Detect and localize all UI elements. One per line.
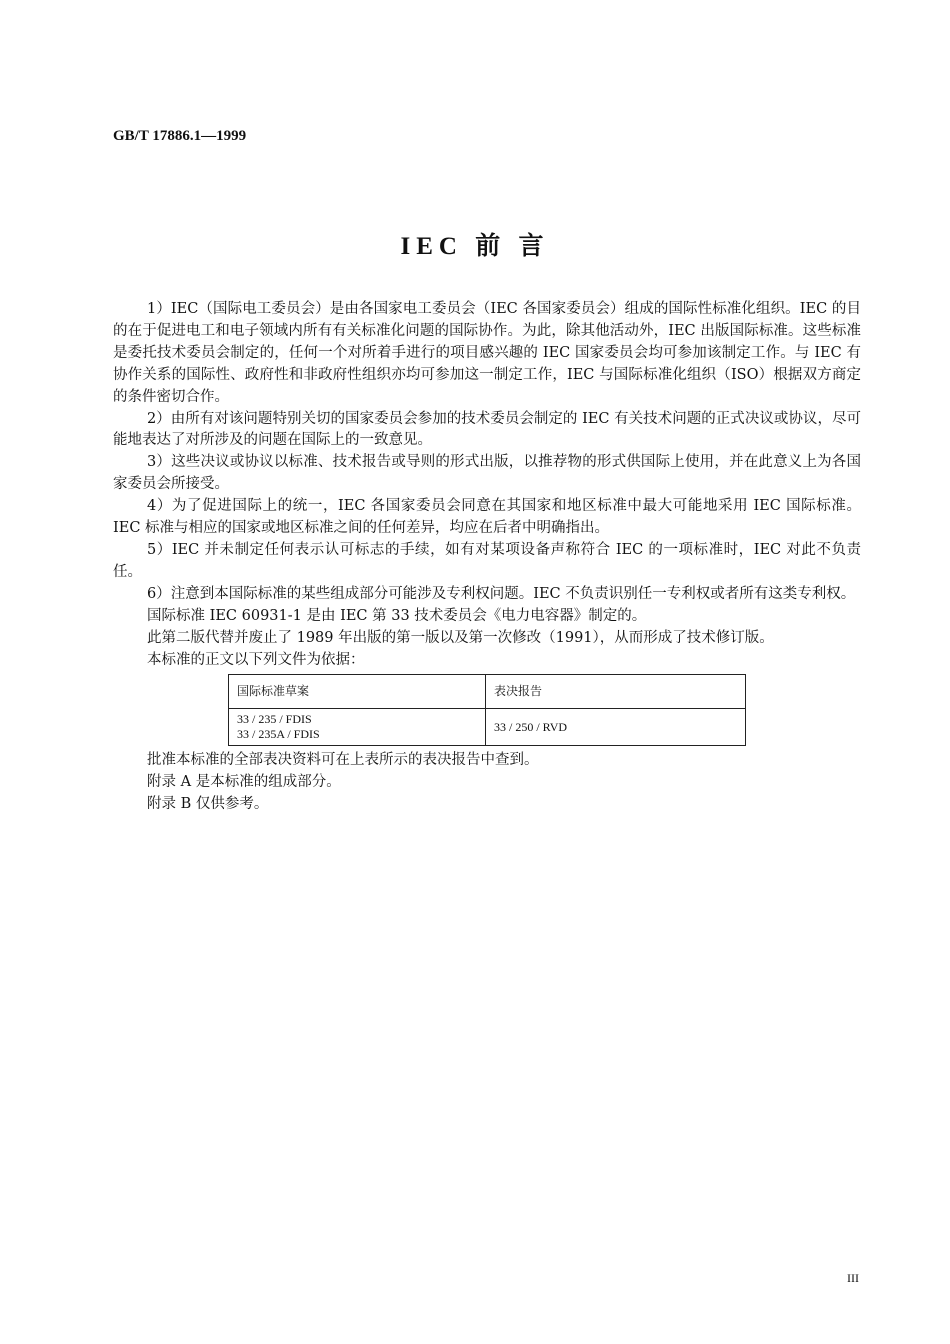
paragraph-2: 2）由所有对该问题特别关切的国家委员会参加的技术委员会制定的 IEC 有关技术问题的正式决议或协议，尽可能地表达了对所涉及的问题在国际上的一致意见。 [113, 410, 861, 449]
reference-table [228, 674, 746, 746]
paragraph-3: 3）这些决议或协议以标准、技术报告或导则的形式出版，以推荐物的形式供国际上使用，并在此意义上为各国家委员会所接受。 [113, 454, 861, 493]
paragraph-voting-note: 批准本标准的全部表决资料可在上表所示的表决报告中查到。 [147, 752, 539, 769]
table-header-row [229, 675, 746, 709]
paragraph-5: 5）IEC 并未制定任何表示认可标志的手续，如有对某项设备声称符合 IEC 的一项标准时，IEC 对此不负责任。 [113, 541, 861, 580]
draft-line-1: 33 / 235 / FDIS [237, 712, 312, 727]
table-header-report: 表决报告 [486, 675, 746, 709]
page-number: III [847, 1271, 859, 1285]
paragraph-annex-a: 附录 A 是本标准的组成部分。 [147, 774, 341, 791]
page-title: IEC 前 言 [400, 233, 550, 260]
table-cell-report: 33 / 250 / RVD [486, 709, 746, 746]
table-cell-draft [229, 709, 486, 746]
paragraph-basis: 本标准的正文以下列文件为依据： [147, 651, 365, 668]
paragraph-1: 1）IEC（国际电工委员会）是由各国家电工委员会（IEC 各国家委员会）组成的国际性标准化组织。IEC 的目的在于促进电工和电子领域内所有有关标准化问题的国际协作。为此，除其他活动外，IEC 出版国际标准。这些标准是委托技术委员会制定的，任何一个对所着手进行的项目感兴趣的 IEC 国家委员会均可参加该制定工作。与 IEC 有协作关系的国际性、政府性和非政府性组织亦均可参加这一制定工作，IEC 与国际标准化组织（ISO）根据双方商定的条件密切合作。 [113, 301, 861, 405]
foreword-body [113, 299, 861, 816]
draft-line-2: 33 / 235A / FDIS [237, 727, 320, 742]
table-header-draft: 国际标准草案 [229, 675, 486, 709]
reference-table-wrapper [228, 674, 861, 746]
paragraph-4: 4）为了促进国际上的统一，IEC 各国家委员会同意在其国家和地区标准中最大可能地采用 IEC 国际标准。IEC 标准与相应的国家或地区标准之间的任何差异，均应在后者中明确指出。 [113, 498, 861, 537]
paragraph-origin: 国际标准 IEC 60931-1 是由 IEC 第 33 技术委员会《电力电容器》制定的。 [147, 607, 647, 624]
paragraph-edition: 此第二版代替并废止了 1989 年出版的第一版以及第一次修改（1991），从而形成了技术修订版。 [147, 629, 774, 646]
table-row [229, 709, 746, 746]
paragraph-6: 6）注意到本国际标准的某些组成部分可能涉及专利权问题。IEC 不负责识别任一专利权或者所有这类专利权。 [147, 585, 856, 602]
standard-code: GB/T 17886.1—1999 [113, 128, 247, 144]
paragraph-annex-b: 附录 B 仅供参考。 [147, 796, 269, 813]
